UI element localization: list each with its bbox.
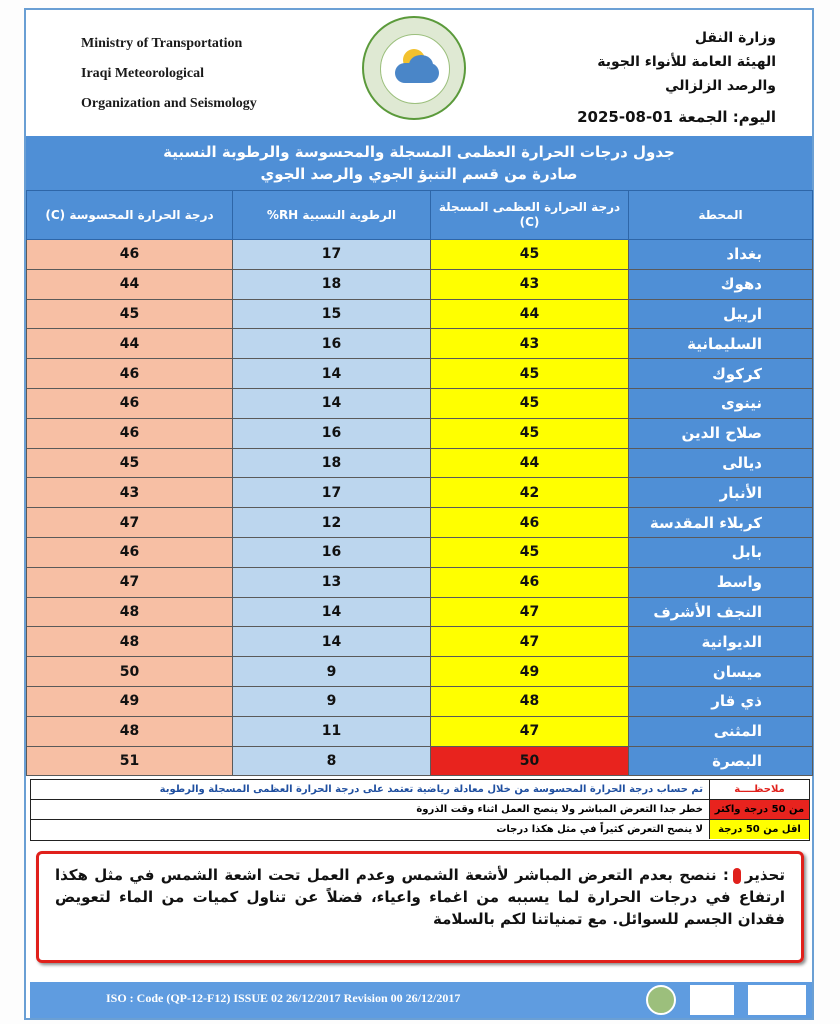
- station-cell: السليمانية: [629, 329, 813, 359]
- station-cell: صلاح الدين: [629, 418, 813, 448]
- header-feels: درجة الحرارة المحسوسة (C): [27, 191, 233, 240]
- humidity-cell: 17: [233, 240, 431, 270]
- table-row: [27, 359, 813, 389]
- notes-box: [30, 779, 810, 841]
- humidity-cell: 15: [233, 299, 431, 329]
- feels-cell: 48: [27, 597, 233, 627]
- max-temp-cell: 45: [431, 359, 629, 389]
- legend-label: من 50 درجة واكثر: [714, 804, 805, 815]
- station-cell: الديوانية: [629, 627, 813, 657]
- legend-swatch-yellow: [709, 820, 809, 839]
- warning-text: : ننصح بعدم التعرض المباشر لأشعة الشمس وعدم العمل تحت اشعة الشمس في مثل هكذا ارتفاع في درجات الحرارة لما يسببه من اغماء واعياء، فضلاً عن تناول كميات من الماء لتعويض فقدان الجسم للسوائل. مع تمنياتنا لكم بالسلامة: [55, 866, 785, 928]
- station-cell: ذي قار: [629, 686, 813, 716]
- table-row: [27, 537, 813, 567]
- max-temp-cell: 43: [431, 269, 629, 299]
- max-temp-cell: 45: [431, 418, 629, 448]
- humidity-cell: 11: [233, 716, 431, 746]
- temperature-table: [26, 190, 813, 776]
- max-temp-cell: 45: [431, 240, 629, 270]
- station-cell: النجف الأشرف: [629, 597, 813, 627]
- legend-swatch-red: [709, 800, 809, 819]
- max-temp-cell: 46: [431, 508, 629, 538]
- table-row: [27, 299, 813, 329]
- station-cell: بابل: [629, 537, 813, 567]
- max-temp-cell: 47: [431, 627, 629, 657]
- legend-text: لا ينصح التعرض كثيراً في مثل هكذا درجات: [496, 824, 703, 835]
- legend-label: اقل من 50 درجة: [718, 824, 801, 835]
- feels-cell: 50: [27, 657, 233, 687]
- feels-cell: 48: [27, 716, 233, 746]
- header-humidity: الرطوبة النسبية RH%: [233, 191, 431, 240]
- notes-label: ملاحظــــة: [709, 780, 809, 799]
- max-temp-cell: 49: [431, 657, 629, 687]
- table-row: [27, 478, 813, 508]
- table-row: [27, 657, 813, 687]
- footer: [30, 982, 812, 1018]
- humidity-cell: 16: [233, 537, 431, 567]
- table-row: [27, 329, 813, 359]
- humidity-cell: 14: [233, 359, 431, 389]
- feels-cell: 46: [27, 418, 233, 448]
- humidity-cell: 9: [233, 657, 431, 687]
- max-temp-cell: 44: [431, 299, 629, 329]
- max-temp-cell: 50: [431, 746, 629, 776]
- table-row: [27, 686, 813, 716]
- max-temp-cell: 46: [431, 567, 629, 597]
- table-title: [26, 136, 812, 190]
- header-ar-line: وزارة النقل: [694, 30, 776, 46]
- header-en-line: Organization and Seismology: [81, 96, 257, 111]
- max-temp-cell: 45: [431, 537, 629, 567]
- partner-logo: [690, 985, 734, 1015]
- station-cell: الأنبار: [629, 478, 813, 508]
- station-cell: كركوك: [629, 359, 813, 389]
- humidity-cell: 18: [233, 269, 431, 299]
- station-cell: نينوى: [629, 388, 813, 418]
- humidity-cell: 14: [233, 388, 431, 418]
- feels-cell: 46: [27, 240, 233, 270]
- feels-cell: 51: [27, 746, 233, 776]
- table-row: [27, 597, 813, 627]
- organization-logo: [362, 16, 466, 120]
- feels-cell: 47: [27, 567, 233, 597]
- feels-cell: 47: [27, 508, 233, 538]
- max-temp-cell: 45: [431, 388, 629, 418]
- legend-text: خطر جدا التعرض المباشر ولا ينصح العمل اثناء وقت الذروة: [416, 804, 703, 815]
- notes-text: تم حساب درجة الحرارة المحسوسة من خلال معادلة رياضية تعتمد على درجة الحرارة العظمى المسجلة والرطوبة: [159, 784, 703, 795]
- feels-cell: 44: [27, 329, 233, 359]
- header-en-line: Iraqi Meteorological: [81, 66, 204, 81]
- humidity-cell: 14: [233, 597, 431, 627]
- humidity-cell: 9: [233, 686, 431, 716]
- station-cell: دهوك: [629, 269, 813, 299]
- table-row: [27, 269, 813, 299]
- feels-cell: 44: [27, 269, 233, 299]
- header-ar-line: والرصد الزلزالي: [665, 78, 776, 94]
- station-cell: ديالى: [629, 448, 813, 478]
- humidity-cell: 16: [233, 418, 431, 448]
- humidity-cell: 13: [233, 567, 431, 597]
- table-row: [27, 240, 813, 270]
- station-cell: اربيل: [629, 299, 813, 329]
- humidity-cell: 8: [233, 746, 431, 776]
- feels-cell: 49: [27, 686, 233, 716]
- footer-iso: ISO : Code (QP-12-F12) ISSUE 02 26/12/2017 Revision 00 26/12/2017: [106, 991, 461, 1005]
- humidity-cell: 17: [233, 478, 431, 508]
- station-cell: واسط: [629, 567, 813, 597]
- max-temp-cell: 43: [431, 329, 629, 359]
- table-row: [27, 448, 813, 478]
- partner-logo: [748, 985, 806, 1015]
- thermometer-icon: [733, 868, 741, 884]
- table-row: [27, 746, 813, 776]
- header-max-temp: درجة الحرارة العظمى المسجلة (C): [431, 191, 629, 240]
- table-row: [27, 388, 813, 418]
- humidity-cell: 16: [233, 329, 431, 359]
- table-row: [27, 716, 813, 746]
- table-row: [27, 418, 813, 448]
- max-temp-cell: 48: [431, 686, 629, 716]
- feels-cell: 46: [27, 388, 233, 418]
- date-line: اليوم: الجمعة 01-08-2025: [577, 108, 776, 126]
- table-row: [27, 508, 813, 538]
- station-cell: المثنى: [629, 716, 813, 746]
- station-cell: ميسان: [629, 657, 813, 687]
- partner-logo: [646, 985, 676, 1015]
- humidity-cell: 14: [233, 627, 431, 657]
- feels-cell: 45: [27, 299, 233, 329]
- header-station: المحطة: [629, 191, 813, 240]
- station-cell: بغداد: [629, 240, 813, 270]
- max-temp-cell: 42: [431, 478, 629, 508]
- feels-cell: 46: [27, 537, 233, 567]
- humidity-cell: 18: [233, 448, 431, 478]
- warning-box: [36, 851, 804, 963]
- table-row: [27, 567, 813, 597]
- max-temp-cell: 47: [431, 597, 629, 627]
- max-temp-cell: 44: [431, 448, 629, 478]
- station-cell: كربلاء المقدسة: [629, 508, 813, 538]
- feels-cell: 45: [27, 448, 233, 478]
- feels-cell: 43: [27, 478, 233, 508]
- table-row: [27, 627, 813, 657]
- title-line-2: صادرة من قسم التنبؤ الجوي والرصد الجوي: [260, 165, 578, 183]
- cloud-icon: [395, 63, 439, 83]
- humidity-cell: 12: [233, 508, 431, 538]
- warning-prefix: تحذير: [744, 866, 785, 884]
- feels-cell: 48: [27, 627, 233, 657]
- station-cell: البصرة: [629, 746, 813, 776]
- header-en-line: Ministry of Transportation: [81, 36, 243, 51]
- max-temp-cell: 47: [431, 716, 629, 746]
- title-line-1: جدول درجات الحرارة العظمى المسجلة والمحسوسة والرطوبة النسبية: [163, 143, 675, 161]
- feels-cell: 46: [27, 359, 233, 389]
- header-ar-line: الهيئة العامة للأنواء الجوية: [597, 54, 776, 70]
